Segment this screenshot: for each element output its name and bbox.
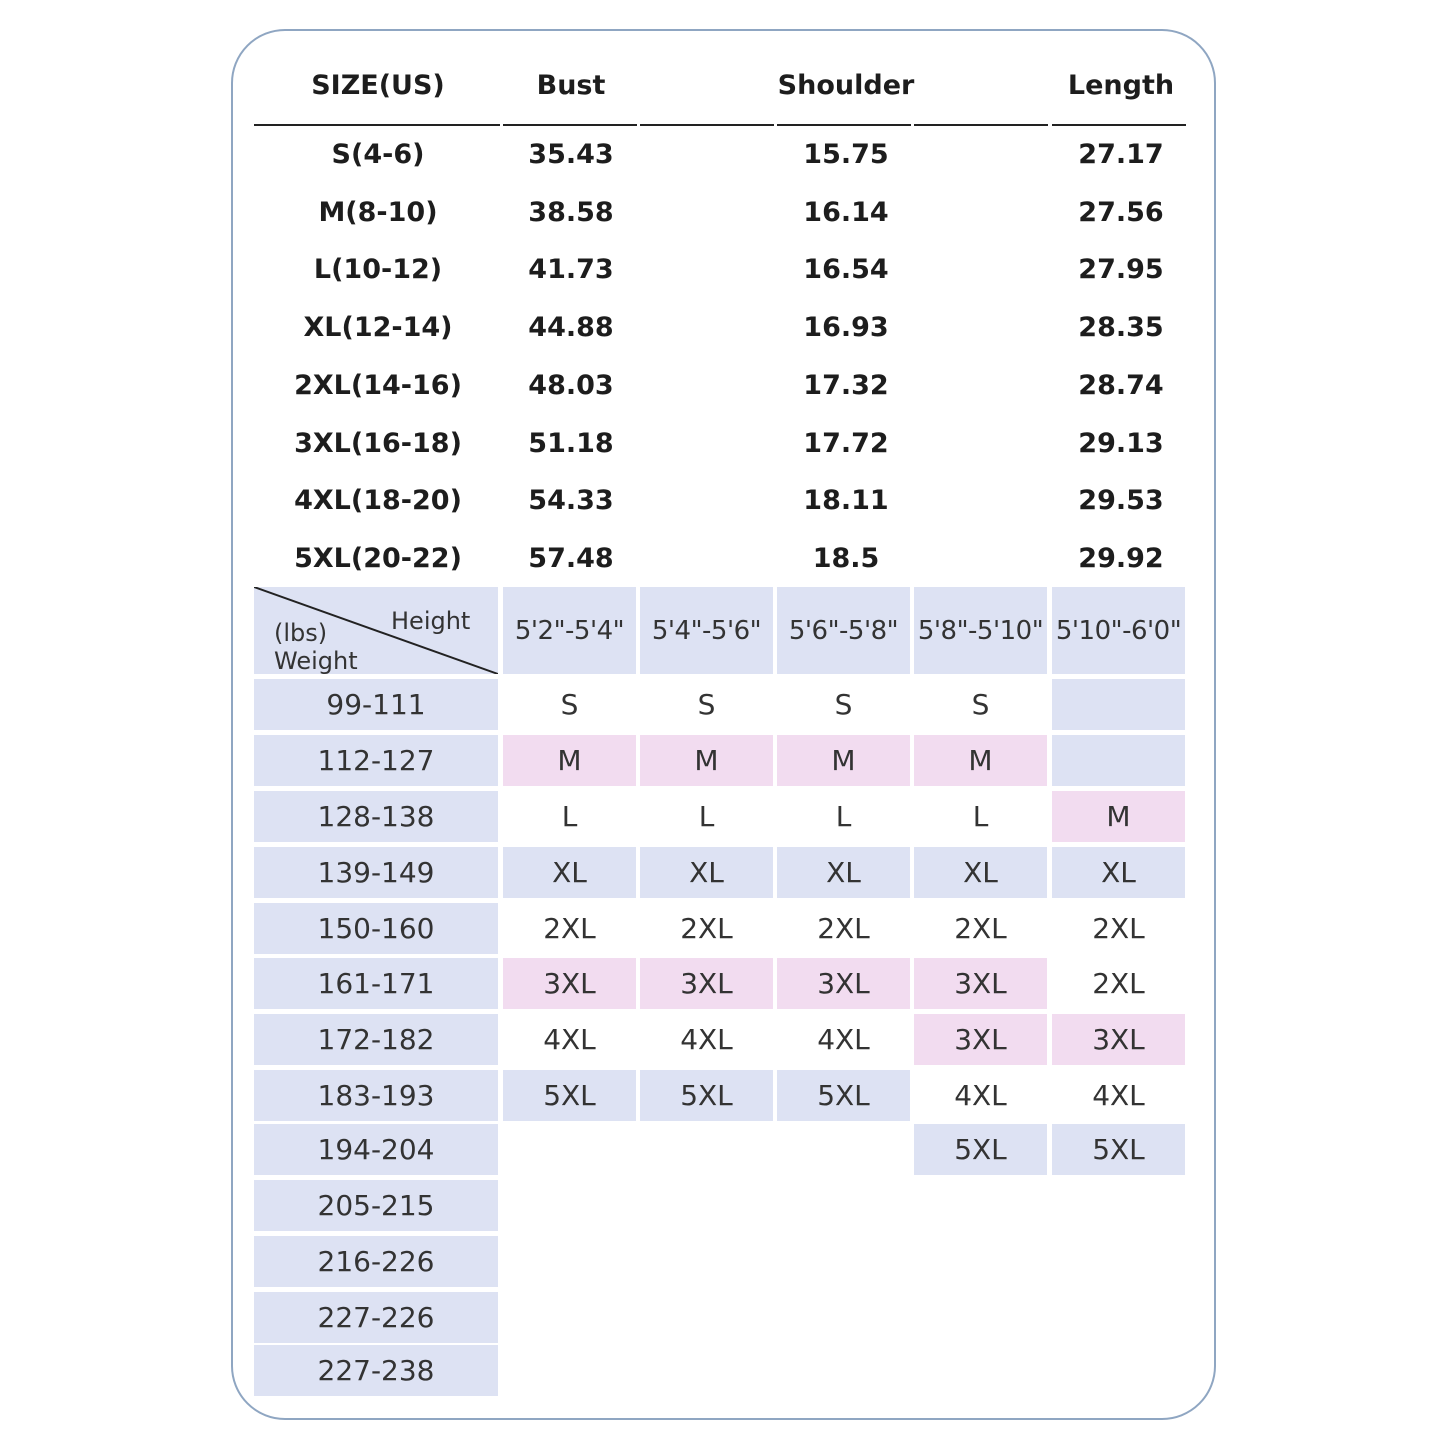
measure-value: 27.56: [1078, 197, 1164, 228]
fit-size-cell: XL: [1052, 847, 1185, 898]
measure-value: 44.88: [528, 312, 614, 343]
fit-size-cell: 4XL: [1052, 1070, 1185, 1121]
fit-size-cell: [503, 1124, 636, 1175]
weight-range-cell: 161-171: [254, 958, 498, 1009]
weight-range-cell: 112-127: [254, 735, 498, 786]
measure-header-cell: Bust: [536, 70, 606, 101]
weight-range-cell: 183-193: [254, 1070, 498, 1121]
fit-size-cell: 2XL: [503, 903, 636, 954]
size-label: L(10-12): [313, 254, 443, 285]
header-rule: [640, 124, 774, 126]
weight-range-cell: 172-182: [254, 1014, 498, 1065]
measure-header-cell: Shoulder: [777, 70, 915, 101]
fit-size-cell: 2XL: [1052, 958, 1185, 1009]
header-rule: [254, 124, 500, 126]
measure-header-cell: Length: [1067, 70, 1175, 101]
size-label: 4XL(18-20): [294, 485, 462, 516]
fit-size-cell: XL: [914, 847, 1047, 898]
fit-size-cell: [1052, 735, 1185, 786]
fit-size-cell: S: [914, 679, 1047, 730]
fit-size-cell: 3XL: [777, 958, 910, 1009]
fit-size-cell: 3XL: [914, 1014, 1047, 1065]
fit-size-cell: L: [914, 791, 1047, 842]
header-rule: [777, 124, 911, 126]
height-header-cell: 5'6"-5'8": [777, 587, 910, 674]
unit-label: (lbs): [274, 619, 328, 647]
weight-range-cell: 227-238: [254, 1345, 498, 1396]
measure-value: 28.35: [1078, 312, 1164, 343]
fit-size-cell: S: [640, 679, 773, 730]
fit-size-cell: 5XL: [914, 1124, 1047, 1175]
measure-value: 17.32: [803, 370, 889, 401]
measure-value: 16.54: [803, 254, 889, 285]
fit-size-cell: M: [914, 735, 1047, 786]
weight-label: Weight: [274, 647, 358, 674]
weight-range-cell: 128-138: [254, 791, 498, 842]
measure-value: 29.53: [1078, 485, 1164, 516]
fit-size-cell: L: [777, 791, 910, 842]
fit-size-cell: 5XL: [1052, 1124, 1185, 1175]
fit-size-cell: 3XL: [503, 958, 636, 1009]
height-header-cell: 5'4"-5'6": [640, 587, 773, 674]
fit-size-cell: L: [503, 791, 636, 842]
measure-value: 51.18: [528, 428, 614, 459]
weight-range-cell: 99-111: [254, 679, 498, 730]
fit-size-cell: XL: [503, 847, 636, 898]
measure-value: 16.14: [803, 197, 889, 228]
fit-size-cell: M: [1052, 791, 1185, 842]
fit-size-cell: XL: [777, 847, 910, 898]
measure-value: 38.58: [528, 197, 614, 228]
measure-value: 27.17: [1078, 139, 1164, 170]
measure-value: 57.48: [528, 543, 614, 574]
fit-size-cell: [777, 1124, 910, 1175]
fit-size-cell: 2XL: [640, 903, 773, 954]
measure-value: 48.03: [528, 370, 614, 401]
size-label: XL(12-14): [303, 312, 453, 343]
measure-value: 16.93: [803, 312, 889, 343]
measure-value: 29.13: [1078, 428, 1164, 459]
header-rule: [503, 124, 637, 126]
fit-size-cell: 5XL: [777, 1070, 910, 1121]
fit-size-cell: 4XL: [914, 1070, 1047, 1121]
measure-value: 17.72: [803, 428, 889, 459]
fit-size-cell: 5XL: [640, 1070, 773, 1121]
weight-range-cell: 194-204: [254, 1124, 498, 1175]
fit-size-cell: 4XL: [777, 1014, 910, 1065]
fit-size-cell: 4XL: [503, 1014, 636, 1065]
size-label: S(4-6): [331, 139, 425, 170]
height-header-cell: 5'2"-5'4": [503, 587, 636, 674]
measure-value: 29.92: [1078, 543, 1164, 574]
fit-size-cell: 3XL: [1052, 1014, 1185, 1065]
size-label: 2XL(14-16): [294, 370, 462, 401]
fit-size-cell: 2XL: [1052, 903, 1185, 954]
fit-size-cell: XL: [640, 847, 773, 898]
measure-header-cell: SIZE(US): [311, 70, 445, 101]
fit-size-cell: 2XL: [777, 903, 910, 954]
size-label: 5XL(20-22): [294, 543, 462, 574]
height-header-cell: 5'10"-6'0": [1052, 587, 1185, 674]
fit-size-cell: S: [777, 679, 910, 730]
size-label: 3XL(16-18): [294, 428, 462, 459]
weight-range-cell: 205-215: [254, 1180, 498, 1231]
header-rule: [1052, 124, 1186, 126]
measure-value: 27.95: [1078, 254, 1164, 285]
fit-size-cell: 5XL: [503, 1070, 636, 1121]
measure-value: 15.75: [803, 139, 889, 170]
measure-value: 18.11: [803, 485, 889, 516]
measure-value: 54.33: [528, 485, 614, 516]
fit-size-cell: M: [503, 735, 636, 786]
measure-value: 41.73: [528, 254, 614, 285]
measure-value: 35.43: [528, 139, 614, 170]
fit-table-corner: [254, 587, 498, 674]
fit-size-cell: M: [777, 735, 910, 786]
fit-size-cell: 3XL: [914, 958, 1047, 1009]
fit-size-cell: M: [640, 735, 773, 786]
height-label: Height: [391, 607, 471, 635]
weight-range-cell: 139-149: [254, 847, 498, 898]
measure-value: 18.5: [812, 543, 880, 574]
fit-size-cell: 3XL: [640, 958, 773, 1009]
size-label: M(8-10): [318, 197, 438, 228]
fit-size-cell: 2XL: [914, 903, 1047, 954]
fit-size-cell: 4XL: [640, 1014, 773, 1065]
fit-size-cell: S: [503, 679, 636, 730]
fit-size-cell: [1052, 679, 1185, 730]
weight-range-cell: 227-226: [254, 1292, 498, 1343]
fit-size-cell: [640, 1124, 773, 1175]
header-rule: [914, 124, 1048, 126]
measure-value: 28.74: [1078, 370, 1164, 401]
height-header-cell: 5'8"-5'10": [914, 587, 1047, 674]
weight-range-cell: 216-226: [254, 1236, 498, 1287]
fit-size-cell: L: [640, 791, 773, 842]
weight-range-cell: 150-160: [254, 903, 498, 954]
